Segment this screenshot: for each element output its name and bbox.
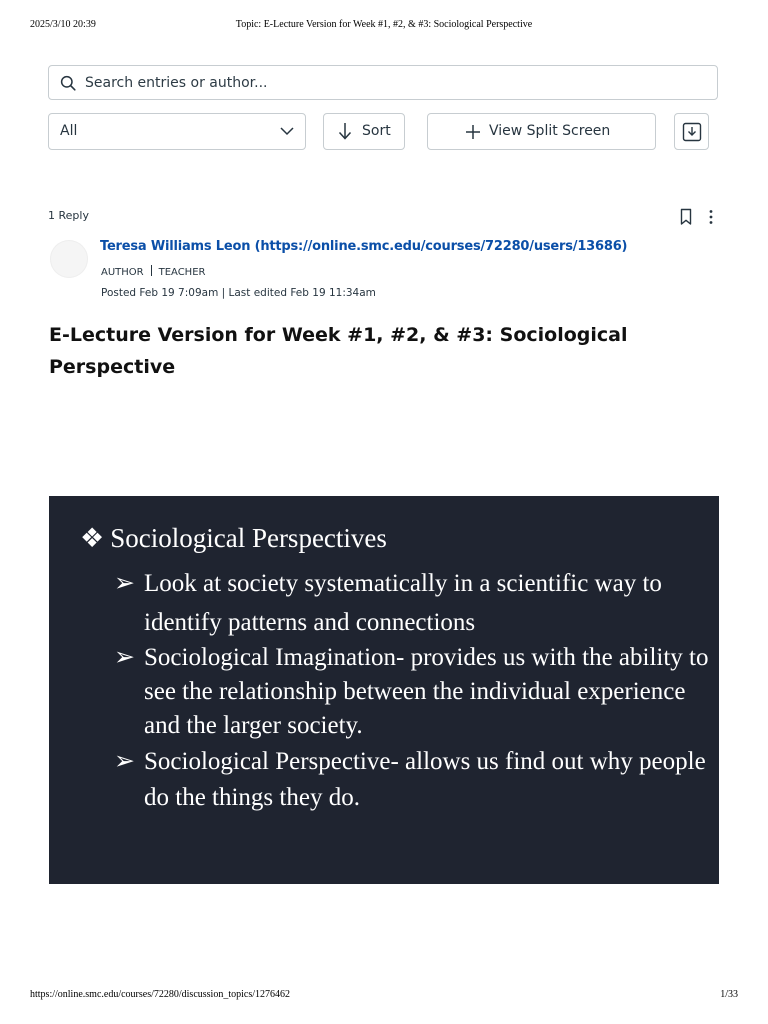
lecture-slide-image: [49, 496, 719, 884]
posted-timestamp: Posted Feb 19 7:09am | Last edited Feb 19 11:34am: [101, 287, 376, 299]
entry-title: E-Lecture Version for Week #1, #2, & #3: Sociological Perspective: [49, 324, 628, 378]
role-separator: [151, 265, 152, 276]
role-teacher: TEACHER: [158, 267, 206, 278]
print-footer: [30, 989, 738, 1003]
filter-select[interactable]: [48, 113, 306, 150]
arrow-bullet-icon: ➢: [114, 748, 135, 775]
print-url: https://online.smc.edu/courses/72280/discussion_topics/1276462: [30, 989, 290, 1000]
author-name-link[interactable]: Teresa Williams Leon (https://online.smc.edu/courses/72280/users/13686): [100, 239, 628, 254]
search-box[interactable]: [48, 65, 718, 100]
view-split-screen-label: View Split Screen: [489, 123, 611, 139]
search-icon: [60, 75, 76, 91]
arrow-bullet-icon: ➢: [114, 570, 135, 597]
download-button[interactable]: [674, 113, 709, 150]
plus-icon: [465, 124, 481, 140]
slide-main-bullet: [80, 523, 387, 554]
role-author: AUTHOR: [101, 267, 144, 278]
sort-button-label: Sort: [362, 123, 391, 139]
author-roles: [101, 265, 205, 278]
print-header: [30, 19, 738, 33]
arrow-down-icon: [338, 122, 352, 140]
download-icon: [682, 122, 702, 142]
slide-sub-bullet-text: Sociological Perspective- allows us find out why people do the things they do.: [144, 748, 706, 811]
diamond-bullet-icon: ❖: [80, 523, 105, 553]
filter-select-value: All: [60, 123, 78, 139]
slide-main-bullet-text: Sociological Perspectives: [110, 523, 387, 553]
view-split-screen-button[interactable]: [427, 113, 656, 150]
more-options-icon[interactable]: [704, 208, 718, 226]
print-page-number: 1/33: [720, 989, 738, 1000]
sort-button[interactable]: [323, 113, 405, 150]
slide-sub-bullet-text: Sociological Imagination- provides us with the ability to see the relationship between the individual experience and the larger society.: [144, 644, 709, 739]
print-datetime: 2025/3/10 20:39: [30, 19, 96, 30]
slide-sub-bullet-text: Look at society systematically in a scientific way to identify patterns and connections: [144, 570, 662, 636]
arrow-bullet-icon: ➢: [114, 644, 135, 671]
bookmark-icon[interactable]: [679, 208, 693, 226]
search-input[interactable]: [85, 67, 705, 98]
print-title: Topic: E-Lecture Version for Week #1, #2, & #3: Sociological Perspective: [235, 19, 533, 30]
avatar[interactable]: [50, 240, 88, 278]
reply-count: 1 Reply: [48, 209, 89, 222]
chevron-down-icon: [280, 126, 294, 136]
